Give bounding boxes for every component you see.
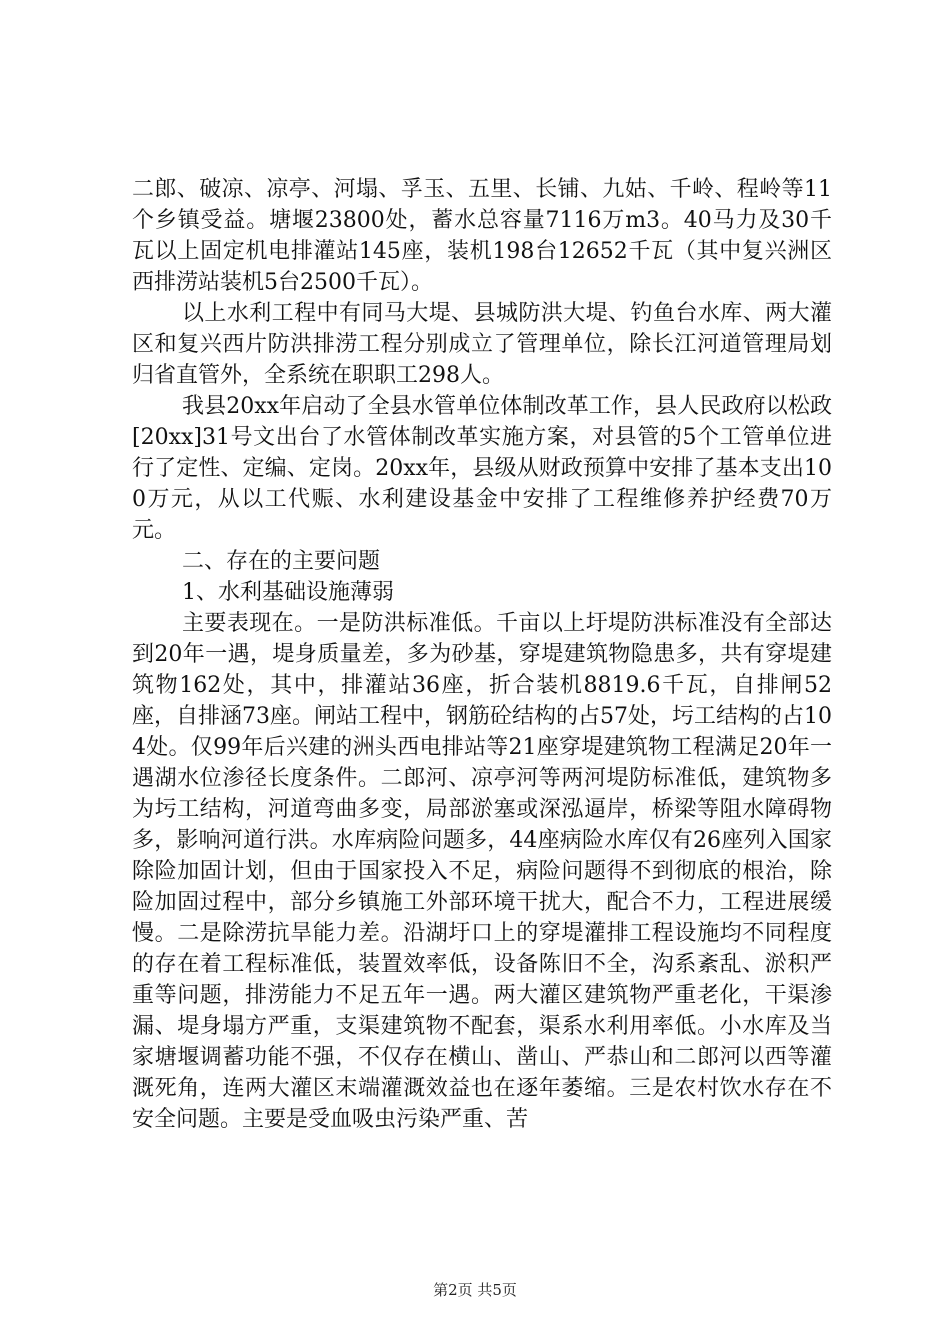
paragraph-3: 我县20xx年启动了全县水管单位体制改革工作，县人民政府以松政[20xx]31号文出台了水管体制改革实施方案，对县管的5个工管单位进行了定性、定编、定岗。20xx年，县级从财政预算中安排了基本支出100万元，从以工代赈、水利建设基金中安排了工程维修养护经费70万元。	[132, 394, 832, 543]
paragraph-4: 主要表现在。一是防洪标准低。千亩以上圩堤防洪标准没有全部达到20年一遇，堤身质量差，多为砂基，穿堤建筑物隐患多，共有穿堤建筑物162处，其中，排灌站36座，折合装机8819.6千瓦，自排闸52座，自排涵73座。闸站工程中，钢筋砼结构的占57处，圬工结构的占104处。仅99年后兴建的洲头西电排站等21座穿堤建筑物工程满足20年一遇湖水位渗径长度条件。二郎河、凉亭河等两河堤防标准低，建筑物多为圬工结构，河道弯曲多变，局部淤塞或深泓逼岸，桥梁等阻水障碍物多，影响河道行洪。水库病险问题多，44座病险水库仅有26座列入国家除险加固计划，但由于国家投入不足，病险问题得不到彻底的根治，除险加固过程中，部分乡镇施工外部环境干扰大，配合不力，工程进展缓慢。二是除涝抗旱能力差。沿湖圩口上的穿堤灌排工程设施均不同程度的存在着工程标准低，装置效率低，设备陈旧不全，沟系紊乱、淤积严重等问题，排涝能力不足五年一遇。两大灌区建筑物严重老化，干渠渗漏、堤身塌方严重，支渠建筑物不配套，渠系水利用率低。小水库及当家塘堰调蓄功能不强，不仅存在横山、凿山、严恭山和二郎河以西等灌溉死角，连两大灌区末端灌溉效益也在逐年萎缩。三是农村饮水存在不安全问题。主要是受血吸虫污染严重、苦	[132, 611, 832, 1132]
page-number-footer: 第2页 共5页	[433, 1281, 517, 1299]
section-heading: 二、存在的主要问题	[182, 549, 381, 574]
subsection-heading: 1、水利基础设施薄弱	[182, 580, 394, 605]
document-body	[132, 174, 832, 1135]
paragraph-1: 二郎、破凉、凉亭、河塌、孚玉、五里、长铺、九姑、千岭、程岭等11个乡镇受益。塘堰23800处，蓄水总容量7116万m3。40马力及30千瓦以上固定机电排灌站145座，装机198台12652千瓦（其中复兴洲区西排涝站装机5台2500千瓦）。	[132, 177, 832, 295]
paragraph-2: 以上水利工程中有同马大堤、县城防洪大堤、钓鱼台水库、两大灌区和复兴西片防洪排涝工程分别成立了管理单位，除长江河道管理局划归省直管外，全系统在职职工298人。	[132, 301, 832, 388]
